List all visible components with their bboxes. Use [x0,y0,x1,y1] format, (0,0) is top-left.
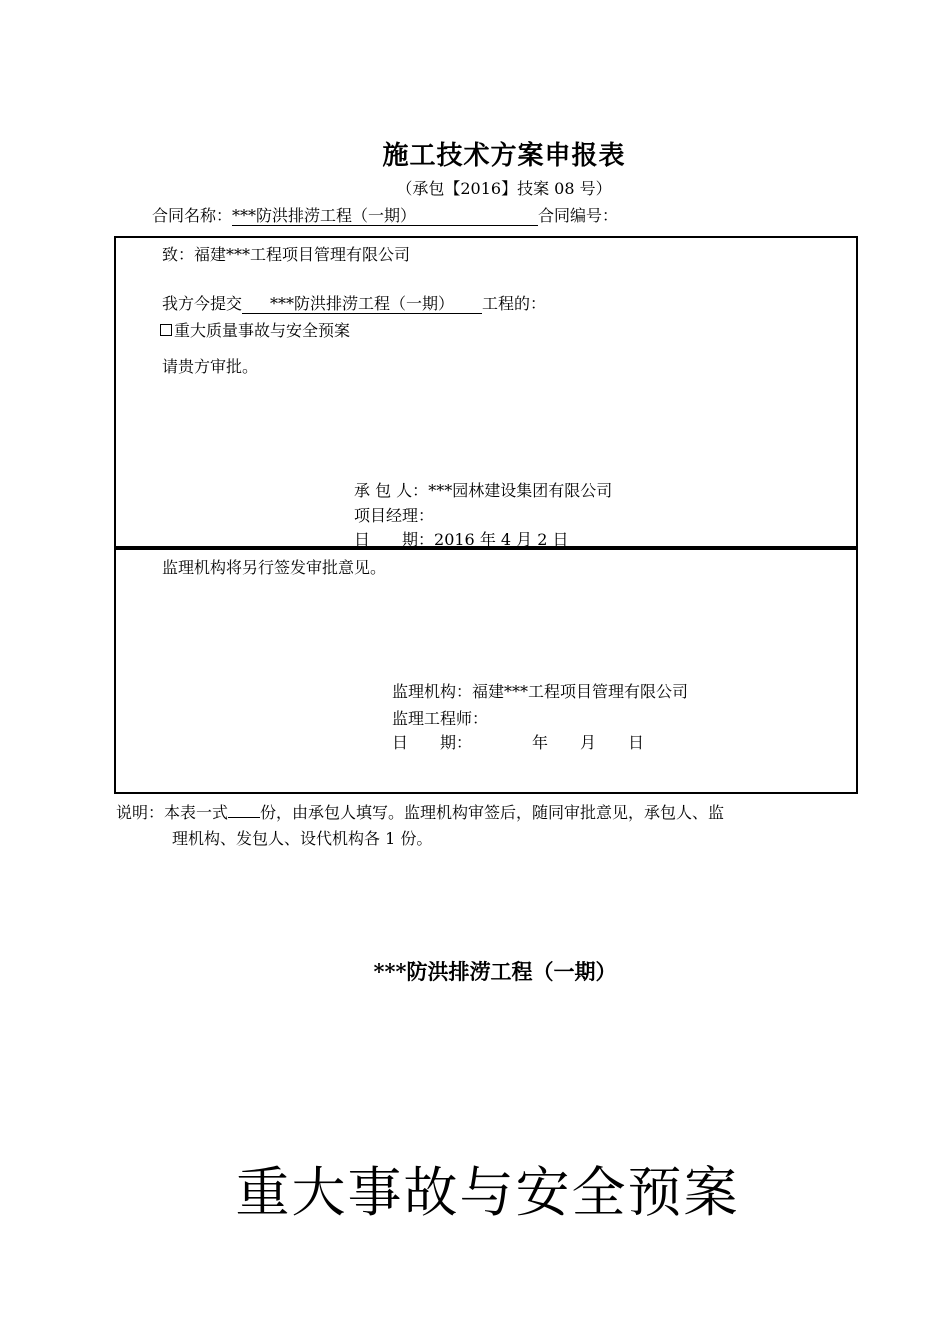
contractor-label: 承 包 人： [354,481,429,500]
addressee-line: 致：福建***工程项目管理有限公司 [162,245,411,264]
supervision-note: 监理机构将另行签发审批意见。 [162,558,387,577]
contractor-value: ***园林建设集团有限公司 [428,481,613,500]
approval-date-label: 日 期： [392,733,473,752]
form-title: 施工技术方案申报表 [382,141,626,171]
request-text: 请贵方审批。 [162,357,259,376]
contract-line [152,203,618,226]
contract-no-label: 合同编号： [538,206,619,225]
submit-project: ***防洪排涝工程（一期） [242,295,482,314]
submit-suffix: 工程的： [482,294,547,313]
supervising-engineer-label: 监理工程师： [392,709,489,728]
cover-project-title: ***防洪排涝工程（一期） [373,959,617,984]
org-label: 监理机构： [392,682,473,701]
plan-checkbox-item[interactable] [160,318,350,341]
footnote-line-2: 理机构、发包人、设代机构各 1 份。 [172,829,433,848]
approval-date-blank: 年 月 日 [532,733,645,752]
checkbox-icon[interactable] [160,324,172,336]
cover-plan-title: 重大事故与安全预案 [235,1161,740,1224]
checkbox-label: 重大质量事故与安全预案 [174,321,351,340]
contract-name-value: ***防洪排涝工程（一期） [232,207,538,226]
submit-line [162,291,546,314]
footnote-text: 份，由承包人填写。监理机构审签后，随同审批意见，承包人、监 [260,803,725,822]
footnote-prefix: 说明：本表一式 [116,803,229,822]
project-manager-label: 项目经理： [354,506,435,525]
submit-prefix: 我方今提交 [162,294,243,313]
contractor-line [354,478,612,501]
contract-name-label: 合同名称： [152,206,233,225]
submission-section [114,236,858,550]
copies-blank [228,817,260,818]
submission-date-line [354,527,569,550]
approval-section [114,548,858,794]
date-value: 2016 年 4 月 2 日 [434,530,569,549]
org-value: 福建***工程项目管理有限公司 [472,682,689,701]
footnote-line-1 [116,800,724,823]
supervision-org-line [392,679,688,702]
form-subtitle: （承包【2016】技案 08 号） [396,179,612,198]
approval-date-line [392,730,644,753]
date-label: 日 期： [354,530,435,549]
